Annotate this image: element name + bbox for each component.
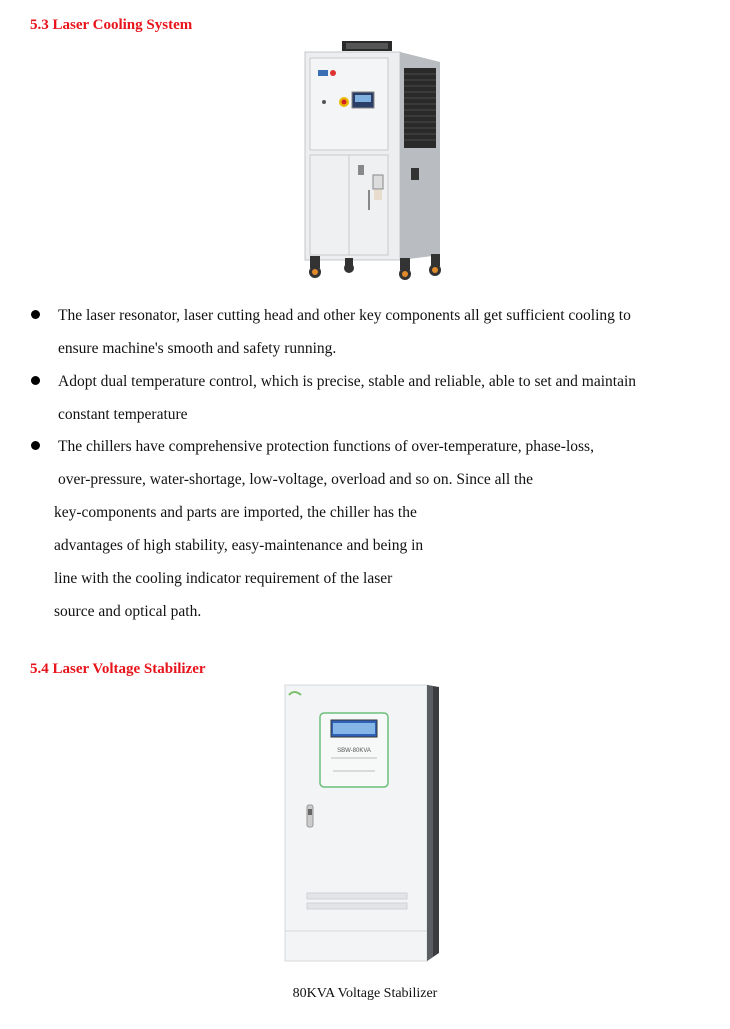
bullet-dot	[31, 441, 40, 450]
bullet-dot	[31, 310, 40, 319]
voltage-stabilizer-image	[283, 683, 441, 963]
laser-chiller-image	[300, 40, 452, 285]
bullet-text-line: The chillers have comprehensive protection functions of over-temperature, phase-loss,	[58, 438, 594, 455]
bullet-text-line: key-components and parts are imported, the chiller has the	[54, 504, 417, 521]
bullet-text-line: constant temperature	[58, 406, 188, 423]
stabilizer-caption: 80KVA Voltage Stabilizer	[292, 986, 438, 1001]
bullet-text-line: line with the cooling indicator requirement of the laser	[54, 570, 393, 587]
stabilizer-model-label: SBW-80KVA	[337, 748, 371, 754]
bullet-text-line: over-pressure, water-shortage, low-voltage, overload and so on. Since all the	[58, 471, 533, 488]
bullet-dot	[31, 376, 40, 385]
bullet-text-line: advantages of high stability, easy-maintenance and being in	[54, 537, 424, 554]
bullet-text-line: The laser resonator, laser cutting head and other key components all get sufficient cooling to	[58, 307, 631, 324]
section-heading-voltage-stabilizer: 5.4 Laser Voltage Stabilizer	[30, 661, 206, 677]
section-heading-laser-cooling: 5.3 Laser Cooling System	[30, 17, 193, 33]
bullet-text-line: Adopt dual temperature control, which is precise, stable and reliable, able to set and maintain	[58, 373, 637, 390]
bullet-text-line: ensure machine's smooth and safety running.	[58, 340, 337, 357]
bullet-text-line: source and optical path.	[54, 603, 202, 620]
